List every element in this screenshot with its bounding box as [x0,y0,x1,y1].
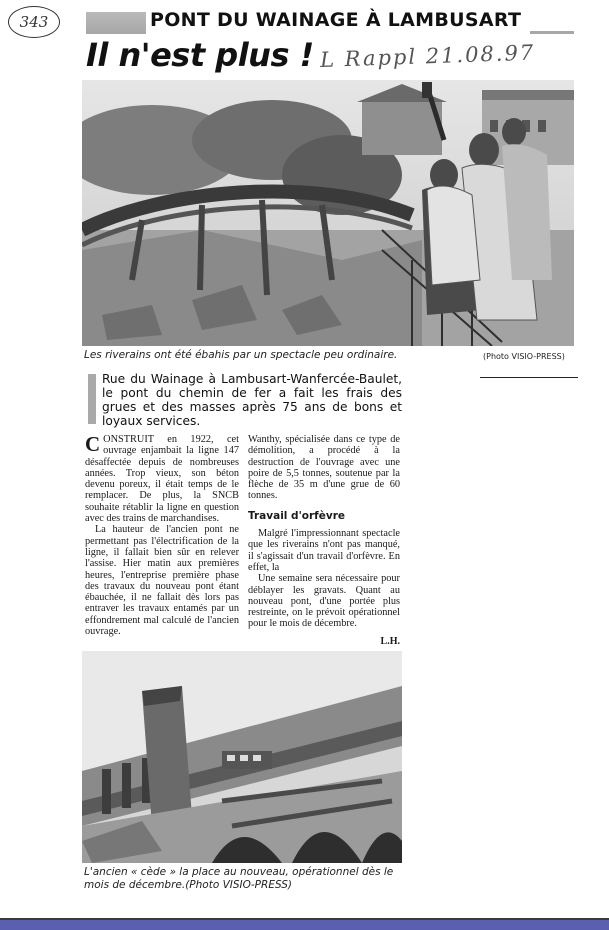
col2-paragraph-1: Wanthy, spécialisée dans ce type de démolition, a procédé à la destruction de l'ouvrage avec une poire de 5,5 tonnes, soutenue par la flèche de 35 m d'une grue de 60 tonnes. [248,434,400,502]
photo2-caption: L'ancien « cède » la place au nouveau, opérationnel dès le mois de décembre.(Photo VISIO-PRESS) [84,866,394,891]
dropcap: C [85,432,101,456]
subhead: Travail d'orfèvre [248,509,346,522]
lead-bar [88,374,96,424]
col2-paragraph-3: Une semaine sera nécessaire pour déblayer les gravats. Quant au nouveau pont, d'une portée plus restreinte, on le prévoit opérationnel pour le mois de décembre. [248,573,400,630]
body-column-1 [85,434,239,637]
photo1-credit: (Photo VISIO-PRESS) [483,352,565,361]
scan-bottom-bar [0,920,609,930]
handwritten-source-note: L Rappl 21.08.97 [319,40,536,73]
col1-paragraph-1: ONSTRUIT en 1922, cet ouvrage enjambait la ligne 147 désaffectée depuis de nombreuses années. Trop vieux, son béton devenu poreux, il était temps de le remplacer. De plus, la SNCB souhaite rétablir la ligne en question avec des trains de marchandises. [85,434,239,525]
col2-paragraph-2: Malgré l'impressionnant spectacle que les riverains n'ont pas manqué, il s'agissait d'un travail d'orfèvre. En effet, la [248,528,400,573]
author-signature: L.H. [380,635,400,647]
divider-rule [480,377,578,378]
body-column-2 [248,434,400,647]
archive-number: 343 [8,6,60,38]
photo-demolished-bridge-image [82,651,402,863]
photo1-caption: Les riverains ont été ébahis par un spectacle peu ordinaire. [84,349,398,361]
photo-bridge-crowd-image [82,80,574,346]
photo-bridge-crowd [82,80,574,346]
lead-paragraph: Rue du Wainage à Lambusart-Wanfercée-Baulet, le pont du chemin de fer a fait les frais des grues et des masses après 75 ans de bons et loyaux services. [102,372,402,428]
col1-paragraph-2: La hauteur de l'ancien pont ne permettant pas l'électrification de la ligne, il fallait bien sûr en relever l'assise. Hier matin aux premières heures, l'entreprise première phase des travaux du nouveau pont étant ébauchée, il ne fallait dès lors pas entraver les travaux entamés par un effondrement mal calculé de l'ancien ouvrage. [85,524,239,638]
kicker-title: PONT DU WAINAGE À LAMBUSART [146,9,594,31]
photo-demolished-bridge [82,651,402,863]
headline: Il n'est plus ! [86,36,314,74]
